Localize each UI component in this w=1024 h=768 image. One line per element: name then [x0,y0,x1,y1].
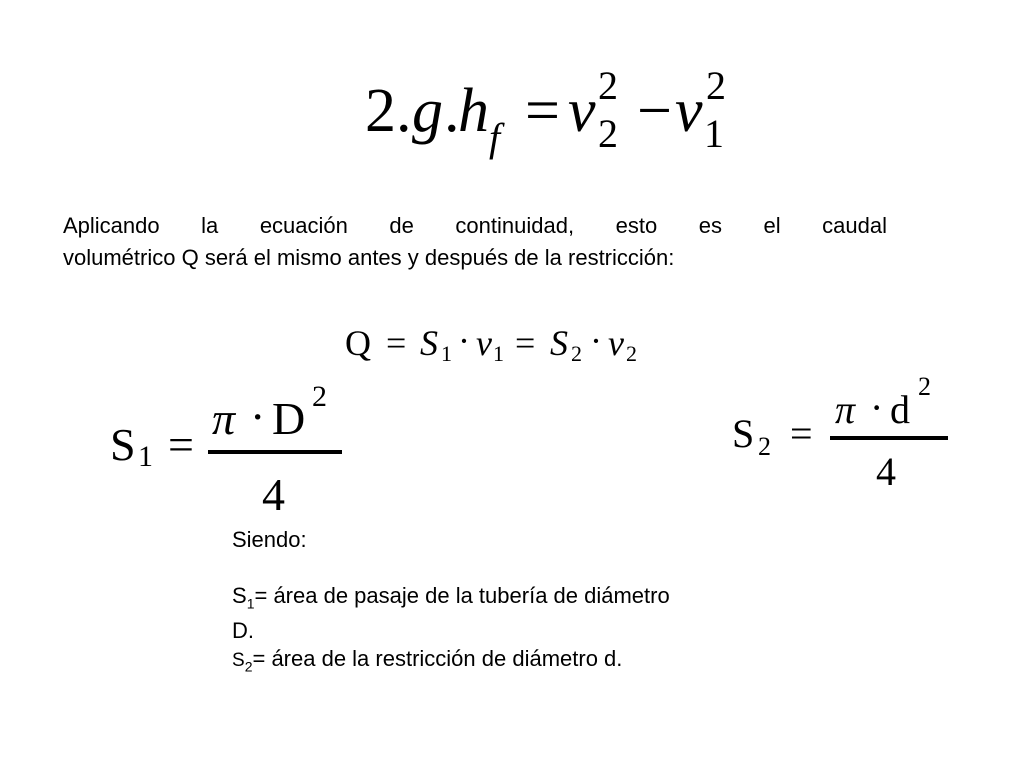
continuity-paragraph [63,210,887,274]
equation-s1 [0,380,520,520]
notes-s2-sub: 2 [244,658,253,675]
eq3-D-sup: 2 [312,380,327,413]
eq1-v1-sub: 1 [704,111,724,156]
notes-s1-line-2: D. [232,618,254,644]
eq1-v2-sup: 2 [598,63,618,108]
eq1-coef: 2. [365,77,412,145]
eq1-equals: = [525,77,560,145]
eq2-dot-2: · [590,321,602,361]
eq3-D: D [272,393,306,444]
notes-s1-sub: 1 [246,595,255,612]
notes-s1-label: S [232,583,247,608]
eq3-equals: = [168,419,194,470]
eq2-equals-2: = [515,323,536,363]
notes-s1-text: = área de pasaje de la tubería de diámetro [254,583,670,608]
equation-continuity [0,315,1024,375]
notes-siendo: Siendo: [232,527,307,552]
eq1-v2: v [568,77,596,145]
eq4-equals: = [790,411,813,456]
eq1-v1: v [675,77,703,145]
notes-s1-line [232,582,670,617]
eq2-S1: S [420,323,438,363]
eq4-fraction-bar [830,436,948,440]
eq3-S: S [110,419,136,470]
eq1-dot: . [444,77,460,145]
equation-s2 [620,370,1024,500]
eq3-S-sub: 1 [138,440,153,473]
eq2-S2: S [550,323,568,363]
eq4-d: d [890,387,910,432]
eq1-minus: − [637,77,672,145]
notes-spacer [232,554,670,582]
equation-energy [0,0,1024,190]
notes-block [232,526,670,681]
notes-s2-label: S [232,650,245,672]
eq2-S2-sub: 2 [571,341,582,366]
eq3-denominator: 4 [262,469,285,520]
eq2-Q: Q [345,323,371,363]
eq2-equals-1: = [386,323,407,363]
eq2-dot-1: · [458,321,470,361]
eq3-pi: π [212,393,236,444]
eq2-v2: v [608,323,624,363]
eq4-S: S [732,411,755,456]
eq4-dot: · [870,385,884,430]
eq3-fraction-bar [208,450,342,454]
eq1-h-sub: f [489,115,501,160]
eq1-v2-sub: 2 [598,111,618,156]
eq2-S1-sub: 1 [441,341,452,366]
eq2-v2-sub: 2 [626,341,637,366]
eq1-h: h [458,77,489,145]
eq1-g: g [412,77,443,145]
paragraph-line-1: Aplicando la ecuación de continuidad, esto es el caudal [63,213,887,238]
eq3-dot: · [250,391,266,442]
notes-s2-line [232,645,670,680]
eq2-v1: v [476,323,492,363]
eq4-d-sup: 2 [918,372,931,401]
eq1-v1-sup: 2 [706,63,726,108]
eq4-denominator: 4 [876,449,896,494]
eq4-S-sub: 2 [758,432,771,461]
eq4-pi: π [835,387,856,432]
notes-s2-text: = área de la restricción de diámetro d. [252,646,623,672]
eq2-v1-sub: 1 [493,341,504,366]
paragraph-line-2: volumétrico Q será el mismo antes y después de la restricción: [63,245,675,270]
